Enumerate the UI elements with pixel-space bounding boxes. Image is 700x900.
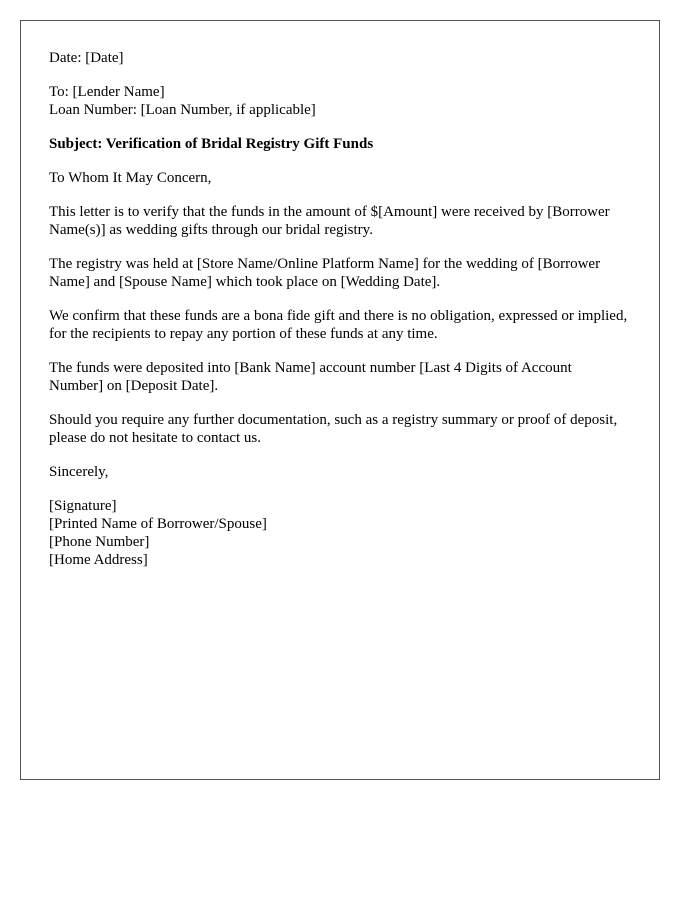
closing: Sincerely,: [49, 464, 109, 480]
recipient-block: [49, 83, 629, 119]
paragraph-deposit: The funds were deposited into [Bank Name] account number [Last 4 Digits of Account Number] on [Deposit Date].: [49, 360, 572, 394]
paragraph-contact: Should you require any further documentation, such as a registry summary or proof of deposit, please do not hesitate to contact us.: [49, 412, 618, 446]
loan-number-line: Loan Number: [Loan Number, if applicable]: [49, 102, 316, 118]
signature-block: [49, 497, 629, 569]
printed-name-line: [Printed Name of Borrower/Spouse]: [49, 516, 267, 532]
salutation: To Whom It May Concern,: [49, 170, 212, 186]
paragraph-verification: This letter is to verify that the funds in the amount of $[Amount] were received by [Borrower Name(s)] as wedding gifts through our bridal registry.: [49, 204, 610, 238]
letter-body: [49, 49, 629, 585]
subject-line: Subject: Verification of Bridal Registry Gift Funds: [49, 136, 374, 152]
letter-page: [20, 20, 660, 780]
signature-line: [Signature]: [49, 498, 117, 514]
address-line: [Home Address]: [49, 552, 148, 568]
phone-line: [Phone Number]: [49, 534, 150, 550]
date-line: Date: [Date]: [49, 50, 124, 66]
paragraph-registry: The registry was held at [Store Name/Online Platform Name] for the wedding of [Borrower Name] and [Spouse Name] which took place on [Wedding Date].: [49, 256, 601, 290]
paragraph-confirmation: We confirm that these funds are a bona fide gift and there is no obligation, expressed or implied, for the recipients to repay any portion of these funds at any time.: [49, 308, 628, 342]
recipient-line: To: [Lender Name]: [49, 84, 165, 100]
